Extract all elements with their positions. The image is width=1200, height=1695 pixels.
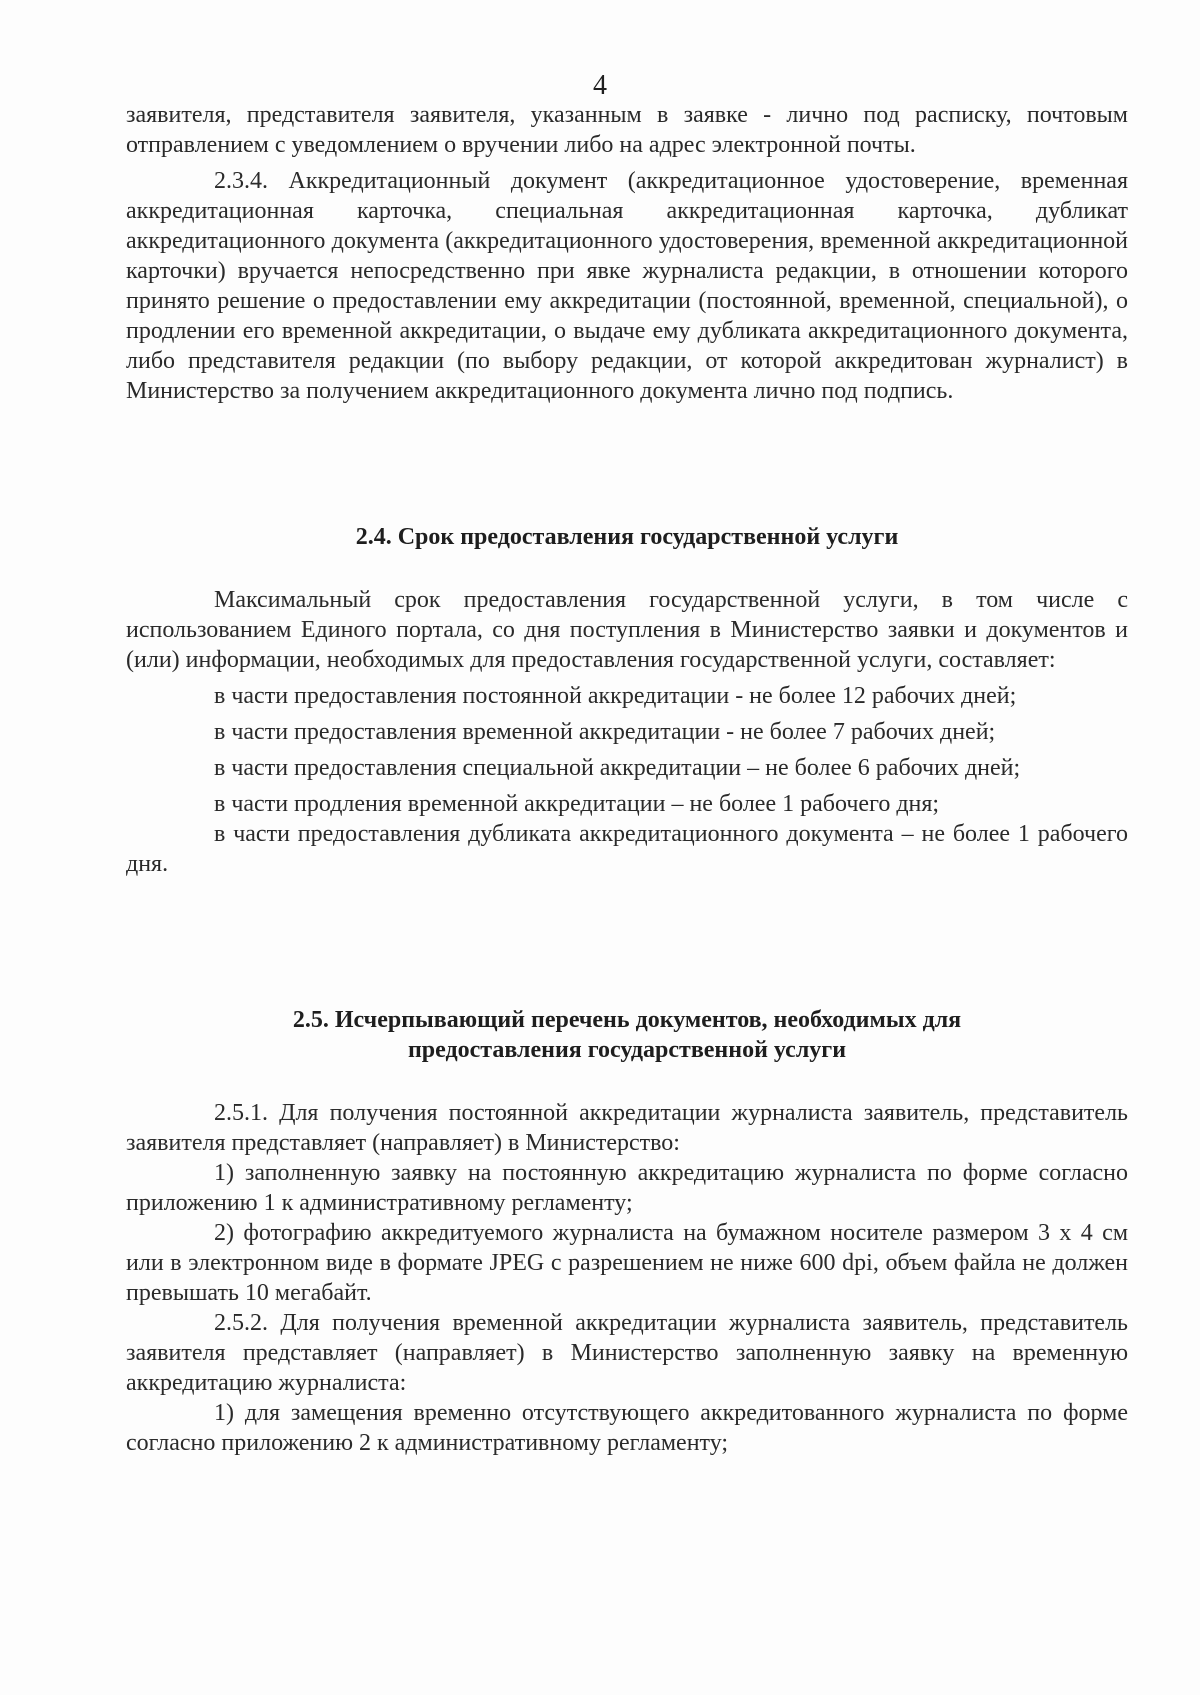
paragraph-2-5-2-item-1: 1) для замещения временно отсутствующего аккредитованного журналиста по форме согласно приложению 2 к административному регламенту; [126, 1400, 1128, 1456]
section-heading-2-4 [126, 522, 1128, 552]
text-block-1 [126, 100, 1128, 406]
text-block-2-4 [126, 585, 1128, 879]
paragraph-special-accreditation: в части предоставления специальной аккредитации – не более 6 рабочих дней; [214, 755, 1021, 781]
section-heading-2-5-line1: 2.5. Исчерпывающий перечень документов, необходимых для [292, 1007, 962, 1033]
paragraph-duplicate: в части предоставления дубликата аккредитационного документа – не более 1 рабочего дня. [126, 821, 1128, 877]
paragraph-2-5-2: 2.5.2. Для получения временной аккредитации журналиста заявитель, представитель заявителя представляет (направляет) в Министерство заполненную заявку на временную аккредитацию журналиста: [126, 1310, 1128, 1396]
paragraph-2-5-1-item-2: 2) фотографию аккредитуемого журналиста на бумажном носителе размером 3 х 4 см или в электронном виде в формате JPEG с разрешением не ниже 600 dpi, объем файла не должен превышать 10 мегабайт. [126, 1220, 1128, 1306]
paragraph-max-term: Максимальный срок предоставления государственной услуги, в том числе с использованием Единого портала, со дня поступления в Министерство заявки и документов и (или) информации, необходимых для предоставления государственной услуги, составляет: [126, 587, 1128, 673]
paragraph-temporary-accreditation: в части предоставления временной аккредитации - не более 7 рабочих дней; [214, 719, 996, 745]
paragraph-extension: в части продления временной аккредитации – не более 1 рабочего дня; [214, 791, 940, 817]
page-number: 4 [593, 70, 607, 101]
paragraph-2-3-4: 2.3.4. Аккредитационный документ (аккредитационное удостоверение, временная аккредитационная карточка, специальная аккредитационная карточка, дубликат аккредитационного документа (аккредитационного удостоверения, временной аккредитационной карточки) вручается непосредственно при явке журналиста редакции, в отношении которого принято решение о предоставлении ему аккредитации (постоянной, временной, специальной), о продлении его временной аккредитации, о выдаче ему дубликата аккредитационного документа, либо представителя редакции (по выбору редакции, от которой аккредитован журналист) в Министерство за получением аккредитационного документа лично под подпись. [126, 168, 1128, 404]
paragraph-continuation: заявителя, представителя заявителя, указанным в заявке - лично под расписку, почтовым отправлением с уведомлением о вручении либо на адрес электронной почты. [126, 102, 1128, 158]
text-block-2-5 [126, 1098, 1128, 1458]
section-heading-2-5-line2: предоставления государственной услуги [407, 1037, 847, 1063]
paragraph-2-5-1: 2.5.1. Для получения постоянной аккредитации журналиста заявитель, представитель заявителя представляет (направляет) в Министерство: [126, 1100, 1128, 1156]
section-heading-2-5 [126, 1005, 1128, 1065]
paragraph-permanent-accreditation: в части предоставления постоянной аккредитации - не более 12 рабочих дней; [214, 683, 1017, 709]
section-heading-2-4-text: 2.4. Срок предоставления государственной услуги [355, 524, 899, 550]
paragraph-2-5-1-item-1: 1) заполненную заявку на постоянную аккредитацию журналиста по форме согласно приложению 1 к административному регламенту; [126, 1160, 1128, 1216]
